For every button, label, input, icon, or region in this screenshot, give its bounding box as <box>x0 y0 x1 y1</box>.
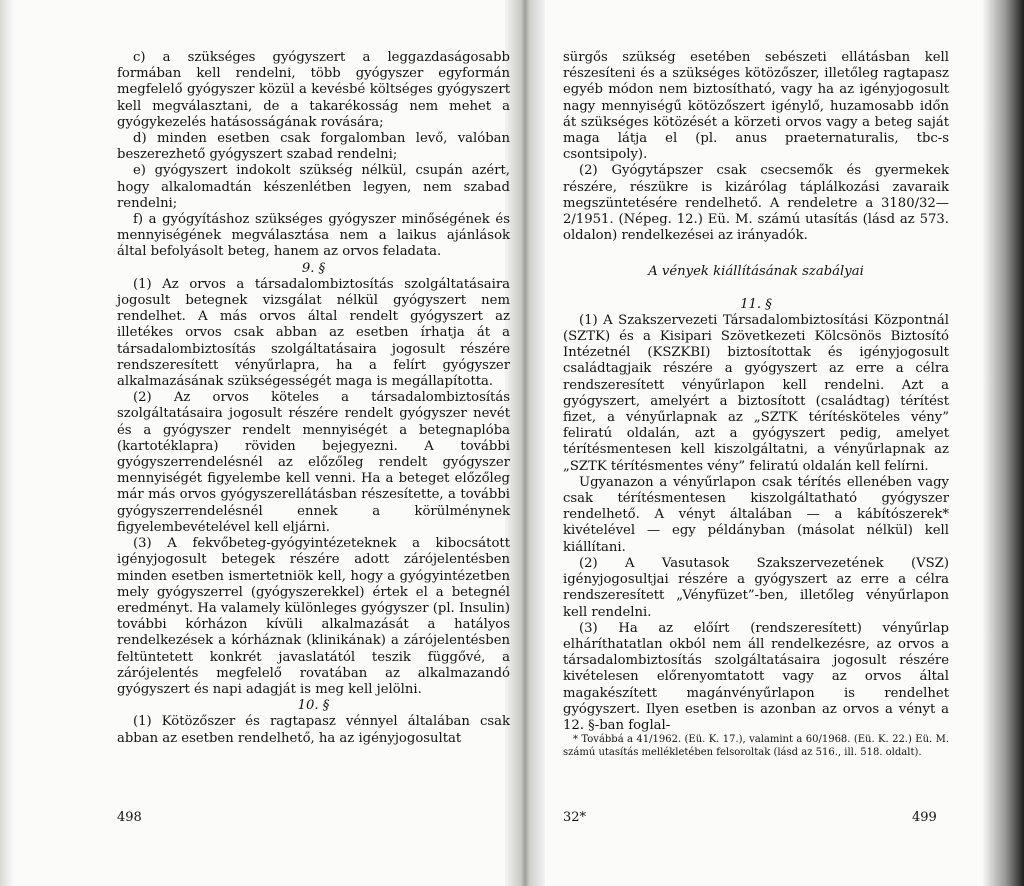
paragraph: Ugyanazon a vényűrlapon csak térítés ellenében vagy csak térítésmentesen kiszolgáltatható gyógyszer rendelhető. A vényt általában — a kábítószerek* kivételével — egy példányban (másolat nélkül) kell kiállítani. <box>563 474 949 555</box>
paragraph: f) a gyógyításhoz szükséges gyógyszer minőségének és mennyiségének megválasztása nem a laikus ajánlások által befolyásolt beteg, hanem az orvos feladata. <box>117 212 510 260</box>
paragraph: (2) Az orvos köteles a társadalombiztosítás szolgáltatásaira jogosult részére rendelt gyógyszer nevét és a gyógyszer rendelt mennyiségét a betegnaplóba (kartotéklapra) röviden bejegyezni. A további gyógyszerrendelésnél az előzőleg rendelt gyógyszer mennyiségét figyelembe kell venni. Ha a beteget előzőleg már más orvos gyógyszerellátásban részesítette, a további gyógyszerrendelésnél ennek a körülménynek figyelembevételével kell eljárni. <box>117 390 510 535</box>
paragraph: (1) A Szakszervezeti Társadalombiztosítási Központnál (SZTK) és a Kisipari Szövetkezeti Kölcsönös Biztosító Intézetnél (KSZKBI) biztosítottak és igényjogosult családtagjaik részére a gyógyszert az erre a célra rendszeresített vényűrlapon kell rendelni. Azt a gyógyszert, amelyért a biztosított (családtag) térítést fizet, a vényűrlapnak az „SZTK térítésköteles vény” feliratú oldalán, azt a gyógyszert pedig, amelyet térítésmentesen kell kiszolgáltatni, a vényűrlapnak az „SZTK térítésmentes vény” feliratú oldalán kell felírni. <box>563 312 949 474</box>
right-page <box>563 50 949 759</box>
paragraph: (1) Az orvos a társadalombiztosítás szolgáltatásaira jogosult betegnek vizsgálat nélkül gyógyszert nem rendelhet. A más orvos által rendelt gyógyszert az illetékes orvos csak abban az esetben írhatja át a társadalombiztosítás szolgáltatásaira jogosult részére rendszeresített vényűrlapra, ha a felírt gyógyszer alkalmazásának szükségességét maga is megállapította. <box>117 276 510 390</box>
paragraph: (2) A Vasutasok Szakszervezetének (VSZ) igényjogosultjai részére a gyógyszert az erre a célra rendszeresített „Vényfüzet”-ben, illetőleg vényűrlapon kell rendelni. <box>563 555 949 620</box>
signature-mark: 32* <box>563 810 587 825</box>
paragraph: c) a szükséges gyógyszert a leggazdaságosabb formában kell rendelni, több gyógyszer egyformán megfelelő gyógyszer közül a kevésbé költséges gyógyszert kell megválasztani, de a takarékosság nem mehet a gyógykezelés hatásosságának rovására; <box>117 50 510 130</box>
book-gutter <box>505 0 545 886</box>
right-page-number: 499 <box>912 810 937 825</box>
paragraph: (1) Kötözőszer és ragtapasz vénnyel általában csak abban az esetben rendelhető, ha az igényjogosultat <box>117 714 510 746</box>
paragraph: (3) Ha az előírt (rendszeresített) vényűrlap elháríthatatlan okból nem áll rendelkezésre, az orvos a társadalombiztosítás szolgáltatásaira jogosult részére kivételesen előrenyomtatott vagy az orvos által magakészített magánvényűrlapon is rendelhet gyógyszert. Ilyen esetben is azonban az orvos a vényt a 12. §-ban foglal- <box>563 620 949 733</box>
paragraph: e) gyógyszert indokolt szükség nélkül, csupán azért, hogy alkalomadtán készenlétben legyen, nem szabad rendelni; <box>117 163 510 211</box>
paragraph: (2) Gyógytápszer csak csecsemők és gyermekek részére, részükre is kizárólag táplálkozási zavaraik megszüntetésére rendelhető. A rendeletre a 3180/32—2/1951. (Népeg. 12.) Eü. M. számú utasítás (lásd az 573. oldalon) rendelkezései az irányadók. <box>563 163 949 244</box>
section-heading: 9. § <box>301 260 326 276</box>
left-page-number: 498 <box>117 810 142 825</box>
page-edge-left <box>0 0 14 886</box>
page-edge-right <box>982 0 1024 886</box>
paragraph: sürgős szükség esetében sebészeti ellátásban kell részesíteni és a szükséges kötözőszer, illetőleg ragtapasz egyéb módon nem biztosítható, vagy ha az igényjogosult nagy mennyiségű kötözőszert igénylő, huzamosabb időn át szükséges kötözését a körzeti orvos vagy a beteg saját maga látja el (pl. anus praeternaturalis, tbc-s csontsipoly). <box>563 50 949 163</box>
paragraph: d) minden esetben csak forgalomban levő, valóban beszerezhető gyógyszert szabad rendelni; <box>117 131 510 163</box>
section-heading: 11. § <box>740 296 772 312</box>
paragraph: (3) A fekvőbeteg-gyógyintézeteknek a kibocsátott igényjogosult betegek részére adott zárójelentésben minden esetben ismertetniök kell, hogy a gyógyintézetben mely gyógyszerrel (gyógyszerekkel) értek el a betegnél eredményt. Ha valamely különleges gyógyszer (pl. Insulin) további kórházon kívüli alkalmazását a hatályos rendelkezések a kórháznak (klinikának) a zárójelentésben feltüntetett konkrét javaslatától teszik függővé, a zárójelentés megfelelő rovatában az alkalmazandó gyógyszert és napi adagját is meg kell jelölni. <box>117 536 510 697</box>
chapter-heading: A vények kiállításának szabályai <box>648 264 864 280</box>
left-page <box>117 50 510 747</box>
section-heading: 10. § <box>297 698 330 714</box>
footnote: * Továbbá a 41/1962. (Eü. K. 17.), valamint a 60/1968. (Eü. K. 22.) Eü. M. számú utasítás mellékletében felsoroltak (lásd az 516., ill. 518. oldalt). <box>563 734 949 758</box>
